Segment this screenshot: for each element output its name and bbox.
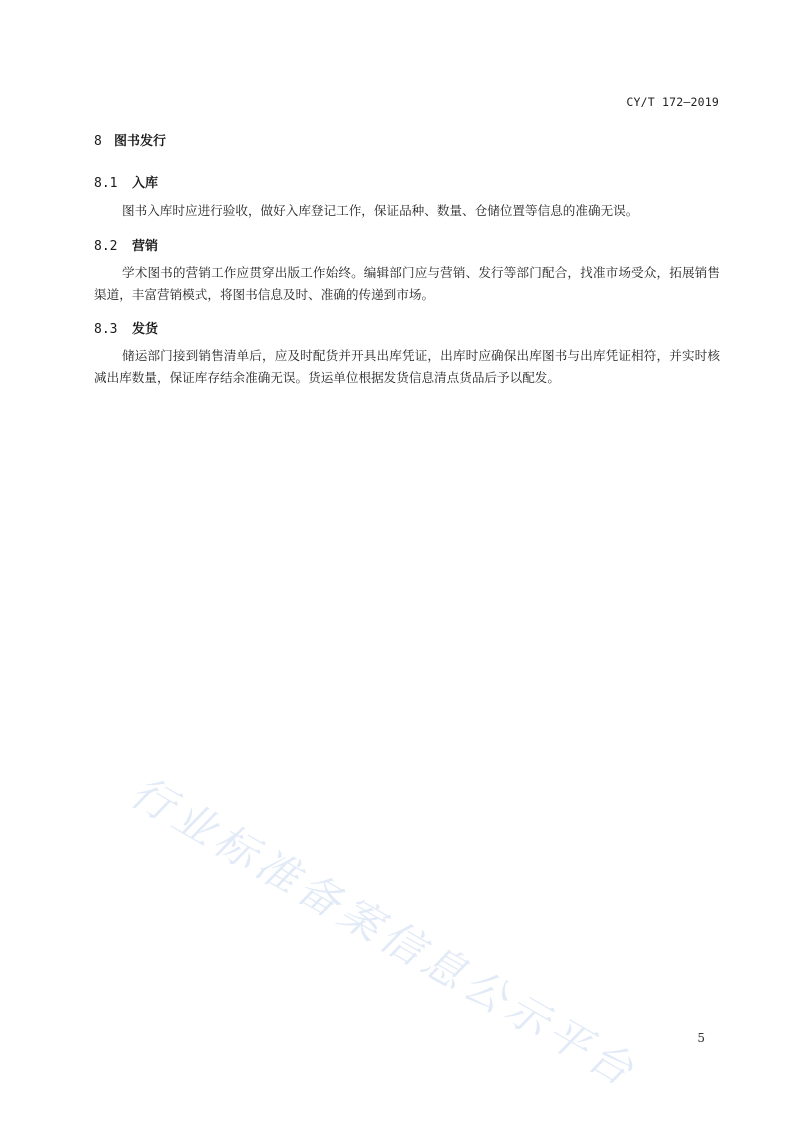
page-number: 5 [697, 1031, 705, 1045]
document-code: CY/T 172—2019 [626, 95, 719, 109]
subsection-title: 营销 [132, 239, 159, 254]
watermark: 行业标准备案信息公示平台 [122, 766, 646, 1098]
section-heading [94, 130, 166, 149]
section-number: 8 [94, 134, 102, 149]
subsection-heading-8-1 [94, 172, 158, 191]
subsection-number: 8.3 [94, 322, 118, 337]
subsection-heading-8-3 [94, 318, 158, 337]
subsection-title: 入库 [132, 176, 159, 191]
subsection-heading-8-2 [94, 235, 158, 254]
section-title: 图书发行 [114, 134, 167, 149]
paragraph-8-3: 储运部门接到销售清单后，应及时配货并开具出库凭证，出库时应确保出库图书与出库凭证相符，并实时核减出库数量，保证库存结余准确无误。货运单位根据发货信息清点货品后予以配发。 [94, 348, 720, 385]
subsection-title: 发货 [132, 322, 159, 337]
subsection-number: 8.2 [94, 239, 118, 254]
paragraph-8-2: 学术图书的营销工作应贯穿出版工作始终。编辑部门应与营销、发行等部门配合，找准市场受众，拓展销售渠道，丰富营销模式，将图书信息及时、准确的传递到市场。 [94, 265, 720, 302]
subsection-number: 8.1 [94, 176, 118, 191]
paragraph-8-1: 图书入库时应进行验收，做好入库登记工作，保证品种、数量、仓储位置等信息的准确无误。 [122, 203, 639, 218]
